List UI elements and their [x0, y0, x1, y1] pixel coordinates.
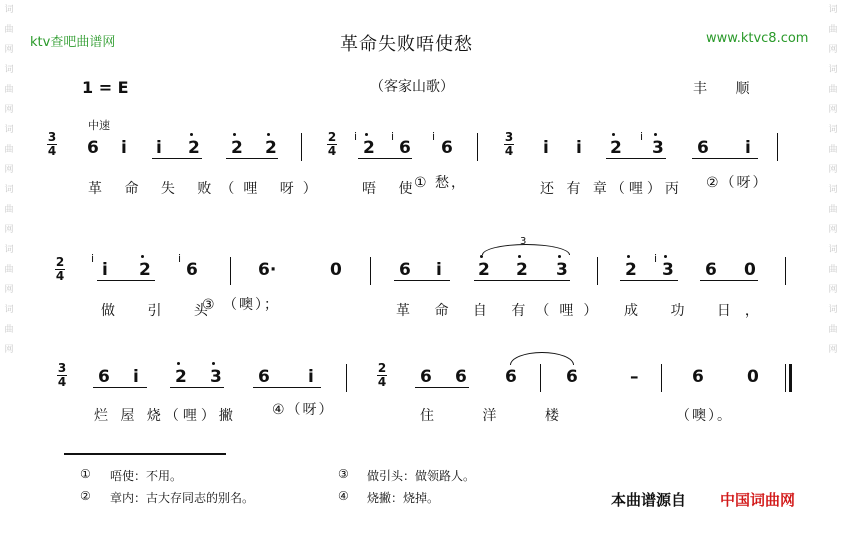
lyric: （噢）。 — [676, 408, 733, 424]
octave-dot — [177, 362, 180, 365]
note: 6 — [87, 138, 99, 158]
note: 6 — [505, 367, 517, 387]
lyric: 烂 屋 烧（哩）撇 — [94, 408, 237, 424]
footnote-mark: ④ — [338, 489, 349, 503]
octave-dot — [654, 133, 657, 136]
bar-line — [477, 133, 478, 161]
time-signature: 2 4 — [377, 361, 387, 389]
time-signature: 3 4 — [47, 130, 57, 158]
note: i — [121, 138, 127, 158]
side-watermark-left: 词曲网词曲网词曲网词曲网词曲网词曲网 — [4, 5, 14, 355]
note: 6 — [692, 367, 704, 387]
octave-dot — [267, 133, 270, 136]
beam — [358, 158, 412, 159]
note: i — [543, 138, 549, 158]
octave-dot — [627, 255, 630, 258]
lyric: 还 有 章（哩）丙 — [540, 181, 683, 197]
bar-line — [540, 364, 541, 392]
octave-dot — [233, 133, 236, 136]
note: 6 — [697, 138, 709, 158]
lyric: ②（呀） — [706, 175, 769, 191]
footnote-separator — [64, 453, 226, 455]
source-label: 本曲谱源自 — [611, 491, 687, 509]
note: 3 — [210, 367, 222, 387]
note: 6 — [399, 260, 411, 280]
note: 0 — [744, 260, 756, 280]
note: 0 — [330, 260, 342, 280]
footnote-text: 烧撇：烧掉。 — [367, 491, 440, 505]
beam — [606, 158, 666, 159]
bar-line — [230, 257, 231, 285]
bar-line — [661, 364, 662, 392]
octave-dot — [612, 133, 615, 136]
octave-dot — [190, 133, 193, 136]
note: 3 — [556, 260, 568, 280]
note: 2 — [188, 138, 200, 158]
footnote-text: 做引头：做领路人。 — [367, 469, 476, 483]
grace-note: i — [432, 130, 436, 143]
note: 6 — [455, 367, 467, 387]
footnote-mark: ① — [80, 467, 91, 481]
note: 2 — [516, 260, 528, 280]
grace-note: i — [354, 130, 358, 143]
time-signature: 3 4 — [57, 361, 67, 389]
note: 2 — [175, 367, 187, 387]
grace-note: i — [178, 252, 182, 265]
beam — [170, 387, 224, 388]
note: 3 — [662, 260, 674, 280]
octave-dot — [664, 255, 667, 258]
footnote-text: 唔使：不用。 — [110, 469, 183, 483]
beam — [253, 387, 321, 388]
octave-dot — [141, 255, 144, 258]
beam — [620, 280, 678, 281]
note: 6 — [420, 367, 432, 387]
grace-note: i — [654, 252, 658, 265]
lyric: 唔 使 — [362, 181, 422, 197]
note: 2 — [363, 138, 375, 158]
bar-line — [346, 364, 347, 392]
grace-note: i — [91, 252, 95, 265]
lyric: 革 命 失 败（哩 呀） — [88, 181, 326, 197]
beam — [93, 387, 147, 388]
note: i — [745, 138, 751, 158]
lyric: ④（呀） — [272, 402, 335, 418]
bar-line — [777, 133, 778, 161]
note: – — [630, 367, 639, 387]
note: i — [308, 367, 314, 387]
lyric: ① 愁， — [414, 175, 468, 191]
lyric: 做 引 头 — [101, 303, 222, 319]
footnote-mark: ③ — [338, 467, 349, 481]
beam — [97, 280, 155, 281]
bar-line — [301, 133, 302, 161]
note: i — [576, 138, 582, 158]
note: 2 — [139, 260, 151, 280]
octave-dot — [365, 133, 368, 136]
footnote-mark: ② — [80, 489, 91, 503]
song-author: 丰 顺 — [693, 81, 762, 97]
lyric: 住 洋 楼 — [420, 408, 581, 424]
page-title: 革命失败唔使愁 — [340, 34, 473, 55]
tempo-marking: 中速 — [88, 119, 110, 132]
note: 2 — [610, 138, 622, 158]
note: 6· — [258, 260, 277, 280]
beam — [415, 387, 469, 388]
note: 6 — [441, 138, 453, 158]
beam — [152, 158, 202, 159]
note: i — [133, 367, 139, 387]
bar-line — [785, 257, 786, 285]
header-left-site: ktv查吧曲谱网 — [30, 35, 116, 50]
bar-line — [597, 257, 598, 285]
octave-dot — [558, 255, 561, 258]
note: 2 — [478, 260, 490, 280]
footnote-text: 章内：古大存同志的别名。 — [110, 491, 255, 505]
octave-dot — [518, 255, 521, 258]
triplet-mark: 3 — [520, 236, 527, 247]
note: i — [156, 138, 162, 158]
note: 2 — [231, 138, 243, 158]
note: 0 — [747, 367, 759, 387]
final-bar-line — [785, 364, 786, 392]
key-signature: 1 = E — [82, 78, 129, 97]
time-signature: 2 4 — [327, 130, 337, 158]
grace-note: i — [391, 130, 395, 143]
note: 6 — [98, 367, 110, 387]
grace-note: i — [640, 130, 644, 143]
note: 2 — [265, 138, 277, 158]
lyric: ③ （噢）； — [202, 297, 281, 313]
bar-line — [370, 257, 371, 285]
beam — [692, 158, 758, 159]
note: 2 — [625, 260, 637, 280]
note: 6 — [566, 367, 578, 387]
time-signature: 2 4 — [55, 255, 65, 283]
note: 6 — [399, 138, 411, 158]
note: i — [102, 260, 108, 280]
tie — [510, 352, 574, 365]
final-bar-line-thick — [789, 364, 792, 392]
octave-dot — [480, 255, 483, 258]
header-right-site: www.ktvc8.com — [706, 31, 809, 46]
beam — [474, 280, 570, 281]
source-site-link[interactable]: 中国词曲网 — [720, 491, 796, 509]
note: 6 — [186, 260, 198, 280]
beam — [226, 158, 278, 159]
lyric: 成 功 日， — [624, 303, 773, 319]
beam — [700, 280, 758, 281]
octave-dot — [212, 362, 215, 365]
note: i — [436, 260, 442, 280]
note: 6 — [258, 367, 270, 387]
lyric: 革 命 自 有（哩） — [396, 303, 608, 319]
side-watermark-right: 词曲网词曲网词曲网词曲网词曲网词曲网 — [828, 5, 838, 355]
song-subtitle: （客家山歌） — [370, 79, 454, 95]
note: 3 — [652, 138, 664, 158]
beam — [394, 280, 450, 281]
note: 6 — [705, 260, 717, 280]
time-signature: 3 4 — [504, 130, 514, 158]
